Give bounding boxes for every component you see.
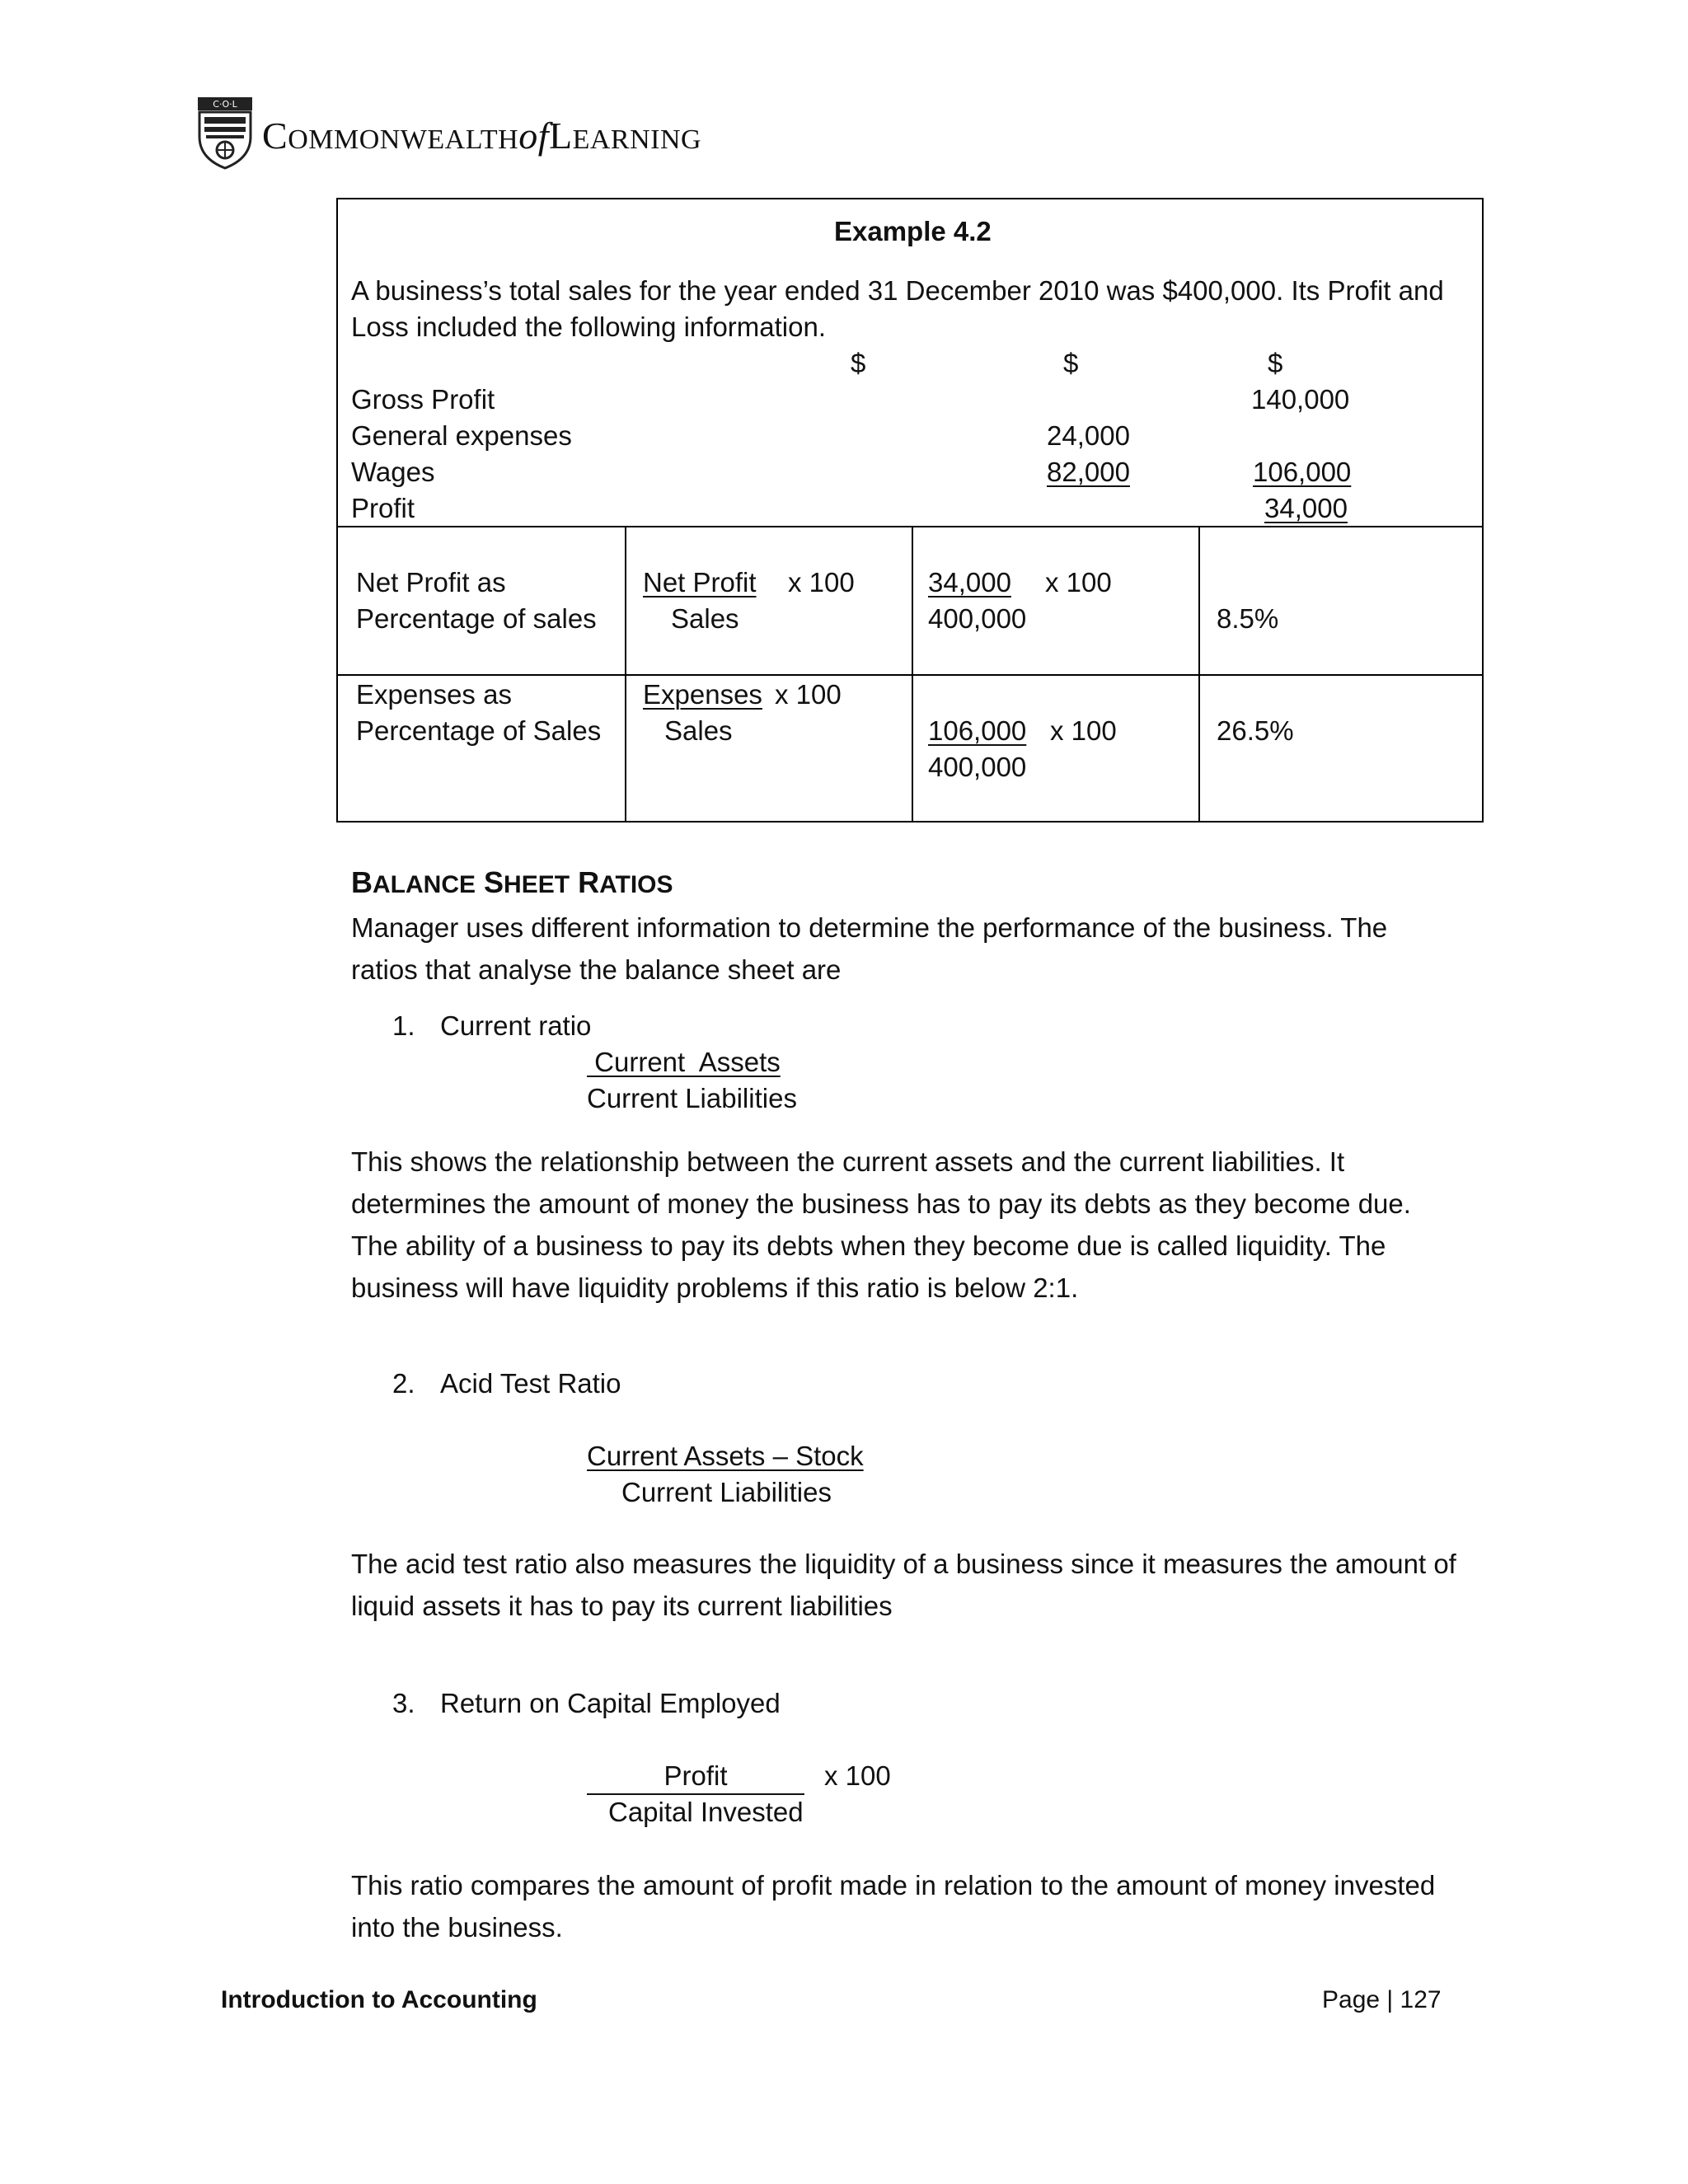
table-column-divider [625, 526, 626, 821]
ratio1-formula-numerator: Net Profit [643, 567, 757, 598]
ratio2-calc-times: x 100 [1050, 715, 1117, 746]
ratio2-label-line1: Expenses as [356, 679, 512, 710]
table-divider [338, 526, 1482, 527]
example-title: Example 4.2 [834, 216, 992, 246]
ratio1-calc-times: x 100 [1045, 567, 1112, 598]
ratio2-formula-numerator: Expenses [643, 679, 762, 710]
ratio1-label-line1: Net Profit as [356, 567, 506, 598]
list-item-title: Return on Capital Employed [440, 1688, 781, 1718]
row-label-wages: Wages [351, 457, 435, 487]
ratio2-calc-numerator: 106,000 [928, 715, 1027, 746]
acid-test-description: The acid test ratio also measures the liquidity of a business since it measures the amount of liquid assets it has to pay its current liabilities [351, 1549, 1456, 1621]
row-label-gross-profit: Gross Profit [351, 384, 495, 415]
example-intro-line1: A business’s total sales for the year ended 31 December 2010 was $400,000. Its Profit and [351, 275, 1444, 306]
roce-times: x 100 [824, 1760, 891, 1791]
row-total-expenses: 106,000 [1253, 457, 1352, 487]
currency-col1: $ [851, 348, 866, 378]
ratio1-calc-denominator: 400,000 [928, 603, 1027, 634]
table-column-divider [912, 526, 913, 821]
ratio1-label-line2: Percentage of sales [356, 603, 597, 634]
row-label-profit: Profit [351, 493, 415, 523]
currency-col2: $ [1063, 348, 1079, 378]
ratio1-formula-times: x 100 [788, 567, 855, 598]
row-value-profit: 34,000 [1264, 493, 1348, 523]
section-intro: Manager uses different information to determine the performance of the business. The ratios that analyse the balance sheet are [351, 912, 1388, 985]
list-number: 3. [392, 1688, 415, 1718]
footer-page-number: Page | 127 [1322, 1986, 1442, 2013]
roce-denominator: Capital Invested [608, 1797, 804, 1827]
roce-numerator: Profit [587, 1760, 804, 1795]
ratio1-calc-numerator: 34,000 [928, 567, 1011, 598]
roce-description: This ratio compares the amount of profit made in relation to the amount of money invested into the business. [351, 1870, 1436, 1943]
row-value-wages: 82,000 [1047, 457, 1130, 487]
example-intro-line2: Loss included the following information. [351, 312, 827, 342]
current-ratio-numerator: Current Assets [587, 1047, 781, 1077]
section-heading: BALANCE SHEET RATIOS [351, 865, 673, 899]
ratio2-formula-times: x 100 [775, 679, 842, 710]
currency-col3: $ [1268, 348, 1283, 378]
row-label-general-expenses: General expenses [351, 420, 572, 451]
list-item-title: Acid Test Ratio [440, 1368, 621, 1399]
brand-name: COMMONWEALTHofLEARNING [262, 115, 702, 157]
example-table [336, 198, 1484, 823]
table-column-divider [1198, 526, 1200, 821]
ratio2-label-line2: Percentage of Sales [356, 715, 602, 746]
logo-letters: C·O·L [213, 99, 237, 110]
list-number: 1. [392, 1010, 415, 1041]
row-value-gross-profit: 140,000 [1251, 384, 1350, 415]
list-item-title: Current ratio [440, 1010, 592, 1041]
row-value-general-expenses: 24,000 [1047, 420, 1130, 451]
ratio1-formula-denominator: Sales [671, 603, 739, 634]
ratio2-formula-denominator: Sales [664, 715, 733, 746]
acid-test-numerator: Current Assets – Stock [587, 1441, 864, 1471]
ratio2-result: 26.5% [1217, 715, 1294, 746]
table-divider [338, 674, 1482, 676]
current-ratio-denominator: Current Liabilities [587, 1083, 797, 1113]
list-number: 2. [392, 1368, 415, 1399]
acid-test-denominator: Current Liabilities [621, 1477, 832, 1507]
current-ratio-description: This shows the relationship between the current assets and the current liabilities. It determines the amount of money the business has to pay its debts as they become due. The ability of a business to pay its debts when they become due is called liquidity. The business will have liquidity problems if this ratio is below 2:1. [351, 1146, 1411, 1303]
col-logo-icon [196, 96, 254, 170]
footer-course-title: Introduction to Accounting [221, 1986, 537, 2013]
ratio2-calc-denominator: 400,000 [928, 752, 1027, 782]
ratio1-result: 8.5% [1217, 603, 1279, 634]
